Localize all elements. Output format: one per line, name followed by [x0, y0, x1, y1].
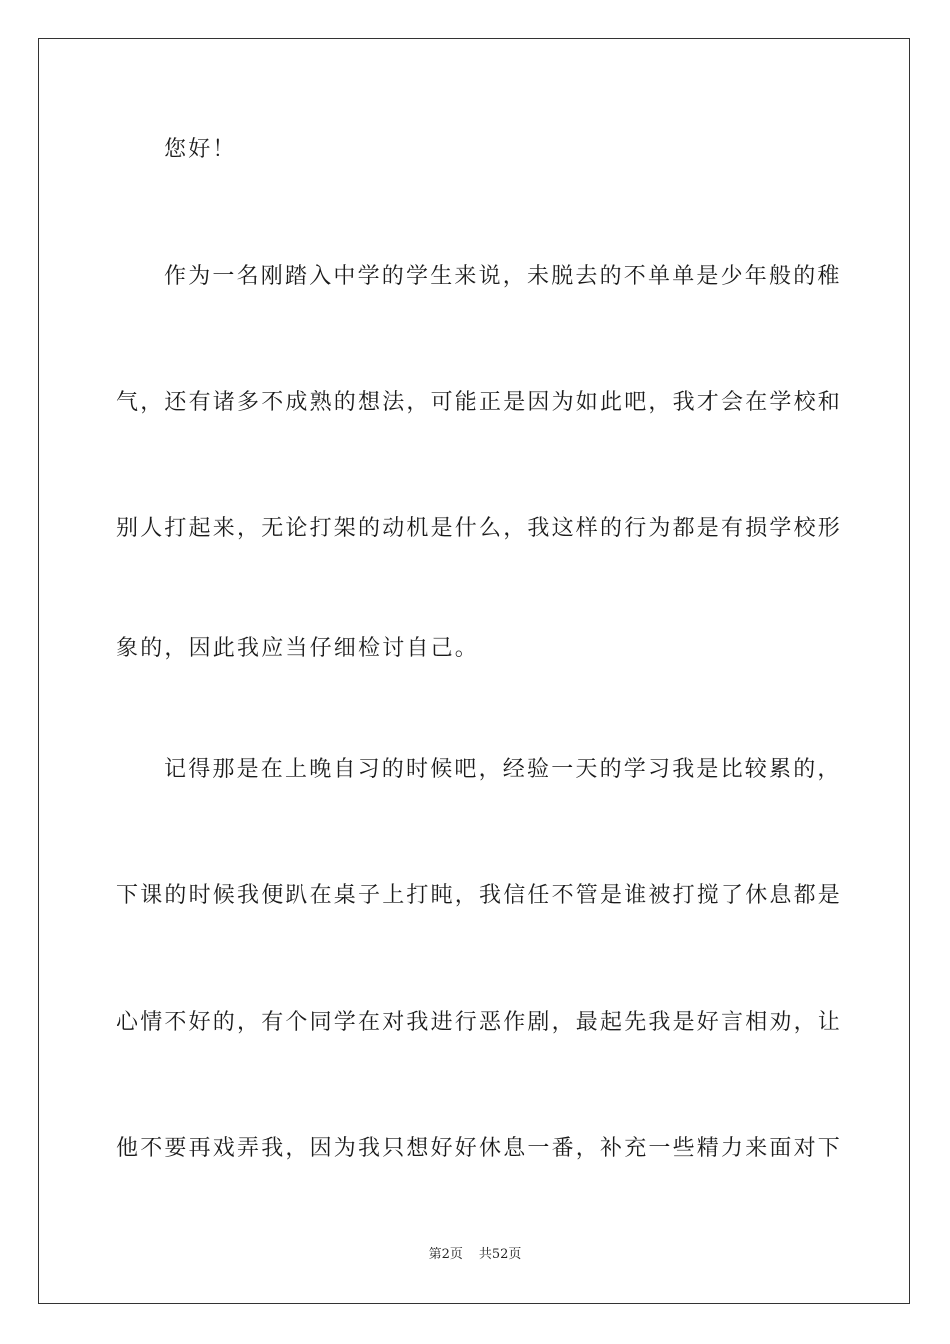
page-number: 第2页 [428, 1247, 463, 1262]
total-pages: 共52页 [478, 1247, 522, 1262]
text-line-6: 下课的时候我便趴在桌子上打盹，我信任不管是谁被打搅了休息都是 [116, 883, 843, 908]
text-line-3: 别人打起来，无论打架的动机是什么，我这样的行为都是有损学校形 [116, 516, 843, 541]
text-line-2: 气，还有诸多不成熟的想法，可能正是因为如此吧，我才会在学校和 [116, 390, 843, 415]
text-line-4: 象的，因此我应当仔细检讨自己。 [116, 636, 480, 661]
page-frame [38, 38, 910, 1304]
text-line-8: 他不要再戏弄我，因为我只想好好休息一番，补充一些精力来面对下 [116, 1136, 843, 1161]
text-line-5: 记得那是在上晚自习的时候吧，经验一天的学习我是比较累的， [164, 757, 842, 782]
text-line-1: 作为一名刚踏入中学的学生来说，未脱去的不单单是少年般的稚 [164, 264, 842, 289]
page-footer [0, 1246, 950, 1264]
text-line-7: 心情不好的，有个同学在对我进行恶作剧，最起先我是好言相劝，让 [116, 1010, 843, 1035]
greeting-line: 您好！ [164, 137, 237, 162]
